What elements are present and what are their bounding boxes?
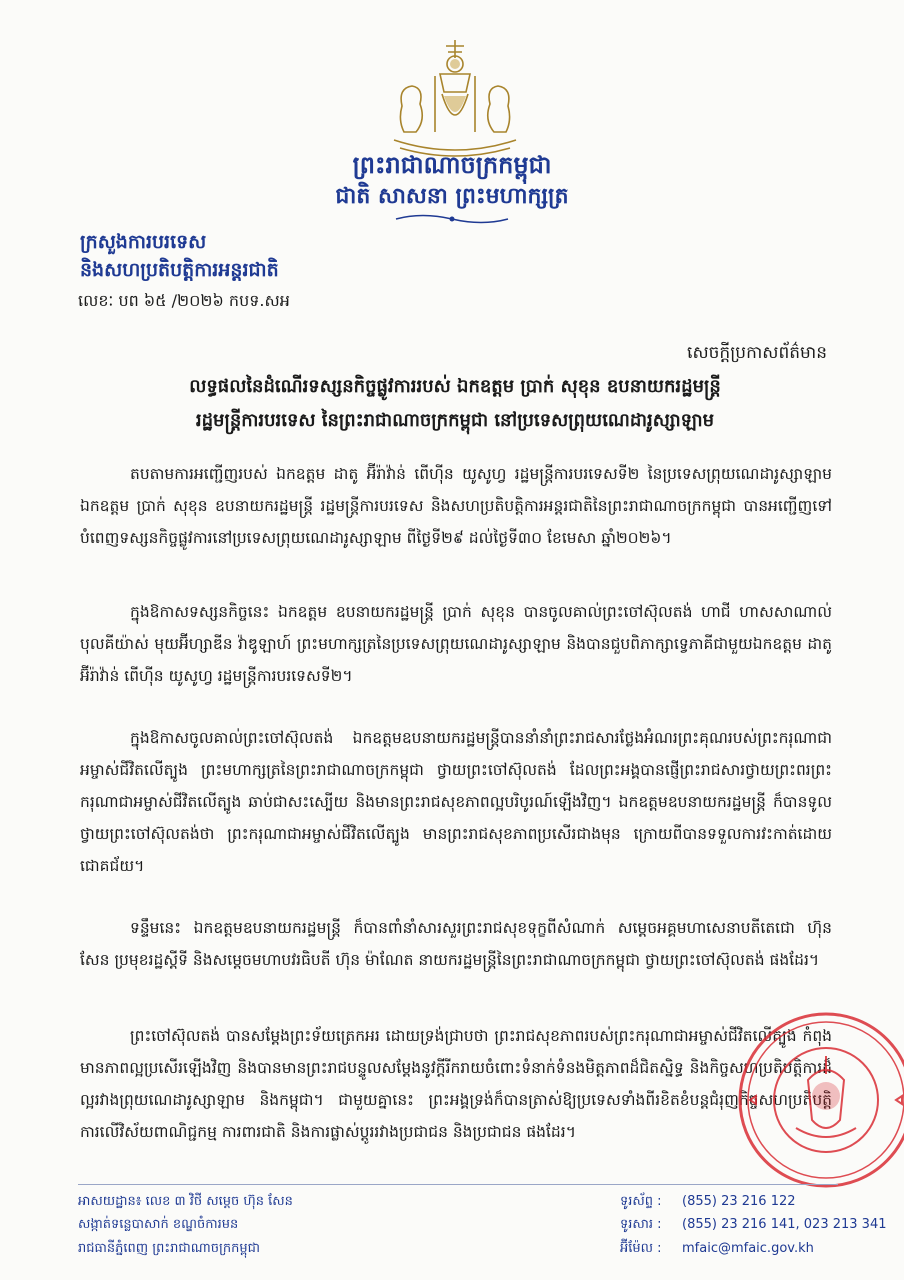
footer-address-line1: អាសយដ្ឋាន៖ លេខ ៣ វិថី សម្តេច ហ៊ុន សែន — [78, 1194, 293, 1209]
national-motto: ជាតិ សាសនា ព្រះមហាក្សត្រ — [335, 183, 569, 209]
ornament-divider-icon — [392, 212, 512, 226]
paragraph-1: តបតាមការអញ្ជើញរបស់ ឯកឧត្តម ដាតូ អ៊ីរ៉ាវ៉ាន់ ពើហ៊ីន យូសូហ្វ រដ្ឋមន្ត្រីការបរទេសទី២ នៃប្រទេសព្រុយណេដារូស្សាឡាម ឯកឧត្តម ប្រាក់ សុខុន ឧបនាយករដ្ឋមន្ត្រី រដ្ឋមន្ត្រីការបរទេស និងសហប្រតិបត្តិការអន្តរជាតិនៃព្រះរាជាណាចក្រកម្ពុជា បានអញ្ជើញទៅបំពេញទស្សនកិច្ចផ្លូវការនៅប្រទេសព្រុយណេដារូស្សាឡាម ពីថ្ងៃទី២៩ ដល់ថ្ងៃទី៣០ ខែមេសា ឆ្នាំ២០២៦។ — [80, 465, 832, 547]
footer-phone — [620, 1193, 796, 1212]
ministry-name-line2: និងសហប្រតិបត្តិការអន្តរជាតិ — [80, 259, 279, 281]
footer-fax — [620, 1216, 887, 1235]
phone-label: ទូរស័ព្ទ : — [620, 1194, 662, 1209]
paragraph-3: ក្នុងឱកាសចូលគាល់ព្រះចៅស៊ុលតង់ ឯកឧត្តមឧបនាយករដ្ឋមន្ត្រីបាននាំនាំព្រះរាជសារថ្លែងអំណរព្រះគុណរបស់ព្រះករុណាជាអម្ចាស់ជីវិតលើត្បូង ព្រះមហាក្សត្រនៃព្រះរាជាណាចក្រកម្ពុជា ថ្វាយព្រះចៅស៊ុលតង់ ដែលព្រះអង្គបានផ្ញើព្រះរាជសារថ្វាយព្រះពរព្រះករុណាជាអម្ចាស់ជីវិតលើត្បូង ឆាប់ជាសះស្បើយ និងមានព្រះរាជសុខភាពល្អបរិបូរណ៍ឡើងវិញ។ ឯកឧត្តមឧបនាយករដ្ឋមន្ត្រី ក៏បានទូលថ្វាយព្រះចៅស៊ុលតង់ថា ព្រះករុណាជាអម្ចាស់ជីវិតលើត្បូង មានព្រះរាជសុខភាពប្រសើរជាងមុន ក្រោយពីបានទទួលការវះកាត់ដោយជោគជ័យ។ — [80, 729, 832, 875]
paragraph-5: ព្រះចៅស៊ុលតង់ បានសម្តែងព្រះទ័យត្រេកអរ ដោយទ្រង់ជ្រាបថា ព្រះរាជសុខភាពរបស់ព្រះករុណាជាអម្ចាស់ជីវិតលើត្បូង កំពុងមានភាពល្អប្រសើរឡើងវិញ និងបានមានព្រះរាជបន្ទូលសម្តែងនូវក្តីរីករាយចំពោះទំនាក់ទំនងមិត្តភាពដ៏ជិតស្និទ្ធ និងកិច្ចសហប្រតិបត្តិការដ៏ល្អរវាងព្រុយណេដារូស្សាឡាម និងកម្ពុជា។ ជាមួយគ្នានេះ ព្រះអង្គទ្រង់ក៏បានត្រាស់ឱ្យប្រទេសទាំងពីរខិតខំបន្តជំរុញកិច្ចសហប្រតិបត្តិការលើវិស័យពាណិជ្ជកម្ម ការពារជាតិ និងការផ្លាស់ប្តូររវាងប្រជាជន និងប្រជាជន ផងដែរ។ — [80, 1027, 832, 1141]
footer-divider — [78, 1184, 838, 1185]
fax-label: ទូរសារ : — [620, 1217, 662, 1232]
footer-address-line3: រាជធានីភ្នំពេញ ព្រះរាជាណាចក្រកម្ពុជា — [78, 1241, 260, 1256]
email-value[interactable]: mfaic@mfaic.gov.kh — [682, 1241, 814, 1256]
phone-value: (855) 23 216 122 — [682, 1194, 796, 1209]
fax-value: (855) 23 216 141, 023 213 341 — [682, 1217, 887, 1232]
paragraph-4: ទន្ទឹមនេះ ឯកឧត្តមឧបនាយករដ្ឋមន្ត្រី ក៏បានពាំនាំសារសួរព្រះរាជសុខទុក្ខពីសំណាក់ សម្តេចអគ្គមហាសេនាបតីតេជោ ហ៊ុន សែន ប្រមុខរដ្ឋស្តីទី និងសម្តេចមហាបវរធិបតី ហ៊ុន ម៉ាណែត នាយករដ្ឋមន្ត្រីនៃព្រះរាជាណាចក្រកម្ពុជា ថ្វាយព្រះចៅស៊ុលតង់ ផងដែរ។ — [80, 919, 832, 969]
kingdom-title: ព្រះរាជាណាចក្រកម្ពុជា — [352, 150, 552, 179]
paragraph-2: ក្នុងឱកាសទស្សនកិច្ចនេះ ឯកឧត្តម ឧបនាយករដ្ឋមន្ត្រី ប្រាក់ សុខុន បានចូលគាល់ព្រះចៅស៊ុលតង់ ហាជី ហាសសាណាល់ បុលគីយ៉ាស់ មុយអ៊ីហ្សាឌីន វ៉ាឌូឡាហ៍ ព្រះមហាក្សត្រនៃប្រទេសព្រុយណេដារូស្សាឡាម និងបានជួបពិភាក្សាទ្វេភាគីជាមួយឯកឧត្តម ដាតូ អ៊ីរ៉ាវ៉ាន់ ពើហ៊ីន យូសូហ្វ រដ្ឋមន្ត្រីការបរទេសទី២។ — [80, 603, 832, 685]
ministry-name-line1: ក្រសួងការបរទេស — [80, 231, 207, 253]
reference-number: លេខៈ បព ៦៥ /២០២៦ កបទ.សអ — [78, 291, 290, 310]
document-type: សេចក្តីប្រកាសព័ត៌មាន — [687, 343, 827, 363]
email-label: អ៊ីម៉ែល : — [620, 1241, 662, 1256]
footer-email — [620, 1240, 814, 1259]
headline-line2: រដ្ឋមន្ត្រីការបរទេស នៃព្រះរាជាណាចក្រកម្ពុជា នៅប្រទេសព្រុយណេដារូស្សាឡាម — [195, 410, 715, 431]
royal-coat-of-arms-icon — [380, 36, 530, 166]
ministry-seal-icon — [716, 1000, 904, 1200]
headline-line1: លទ្ធផលនៃដំណើរទស្សនកិច្ចផ្លូវការរបស់ ឯកឧត្តម ប្រាក់ សុខុន ឧបនាយករដ្ឋមន្ត្រី — [189, 376, 721, 397]
footer-address-line2: សង្កាត់ទន្លេបាសាក់ ខណ្ឌចំការមន — [78, 1217, 239, 1232]
